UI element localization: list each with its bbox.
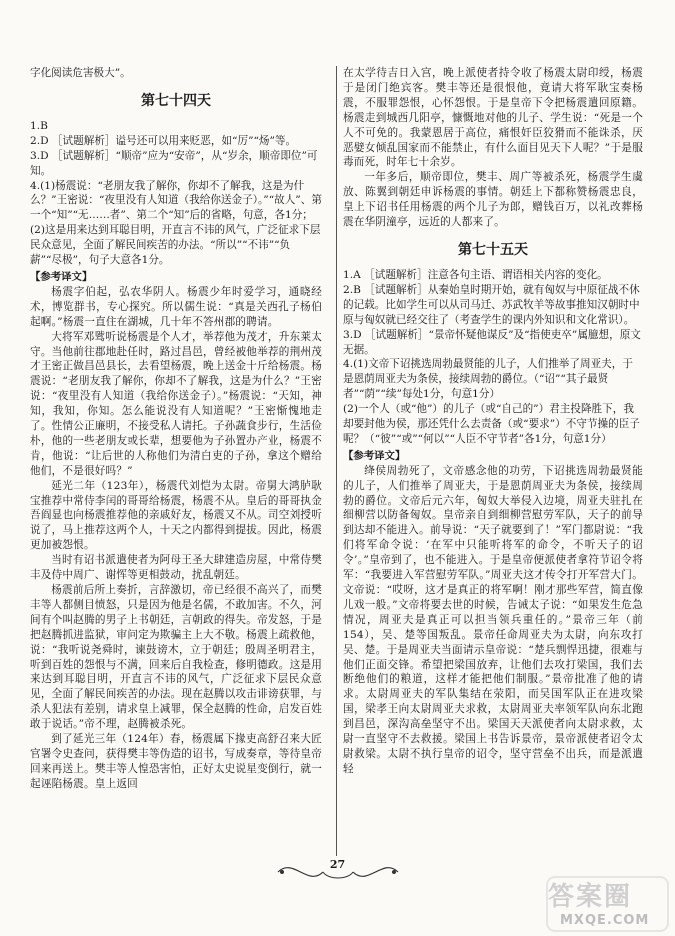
day-74-title: 第七十四天 (141, 92, 211, 109)
answer-item-4-1: 4.(1)文帝下诏挑选周勃最贤能的儿子，人们推举了周亚夫，于是恩荫周亚夫为条侯，接续周勃的爵位。（“诏”“其子最贤者”“荫”“续”每处1分，句意1分） (343, 358, 633, 401)
reference-translation-heading: 【参考译文】 (343, 449, 406, 462)
answer-item-2: 2.B ［试题解析］从秦始皇时期开始，就有匈奴与中原征战不休的记载。比如学生可以从司马迁、苏武牧羊等故事推知汉朝时中原与匈奴就已经交往了（考查学生的课内外知识和文化常识）。 (343, 283, 640, 326)
watermark-text: 答案圈 (548, 882, 633, 912)
continuation-line: 字化阅读危害极大”。 (30, 67, 131, 79)
translation-paragraph: 延光二年（123年），杨震代刘恺为太尉。帝舅大鸿胪耿宝推荐中常侍李闰的哥哥给杨震，杨震不从。皇后的哥哥执金吾阎显也向杨震推荐他的亲戚好友，杨震又不从。司空刘授听说了，马上推荐这两个人，十天之内都得到提拔。因此，杨震更加被怨恨。 (30, 479, 322, 552)
translation-paragraph: 一年多后，顺帝即位，樊丰、周广等被杀死，杨震学生虞放、陈翼到朝廷申诉杨震的事情。朝廷上下都称赞杨震忠良，皇上下诏书任用杨震的两个儿子为郎，赠钱百万，以礼改葬杨震在华阴潼亭，远近的人都来了。 (343, 171, 643, 229)
answer-item-4-2: (2)这是用来达到耳聪目明，开直言不讳的风气，广泛征求下层民众意见，全面了解民间疾苦的办法。“所以”“不讳”“负薪”“尽极”，句子大意各1分。 (30, 224, 321, 267)
answer-item-1: 1.B (30, 119, 48, 132)
watermark-url: MXQE.COM (560, 913, 650, 928)
answer-item-4-2: (2)一个人（或“他”）的儿子（或“自己的”）君主投降胜下，我却要封他为侯，那还凭什么去责备（或“要求”）不守节操的臣子呢？（“彼”“或”“何以”“人臣不守节者”各1分，句意1分） (343, 403, 640, 445)
answer-item-1: 1.A ［试题解析］注意各句主语、谓语相关内容的变化。 (343, 268, 608, 281)
translation-paragraph: 大将军邓骘听说杨震是个人才，举荐他为茂才，升东莱太守。当他前往郡地赴任时，路过昌邑，曾经被他举荐的荆州茂才王密正做昌邑县长，去看望杨震，晚上送金十斤给杨震。杨震说：“老朋友我了解你，你却不了解我，这是为什么？”王密说：“夜里没有人知道（我给你送金子）。”杨震说：“天知，神知，我知，你知。怎么能说没有人知道呢？”王密惭愧地走了。性情公正廉明，不接受私人请托。子孙蔬食步行，生活俭朴，他的一些老朋友或长辈，想要他为子孙置办产业，杨震不肯，他说：“让后世的人称他们为清白吏的子孙，拿这个赠给他们，不是很好吗？” (30, 330, 322, 477)
day-75-title: 第七十五天 (458, 241, 528, 258)
page-number: 27 (329, 858, 346, 871)
translation-paragraph: 当时有诏书派遣使者为阿母王圣大肆建造房屋，中常侍樊丰及侍中周广、谢恽等更相鼓动，扰乱朝廷。 (30, 554, 322, 582)
reference-translation-heading: 【参考译文】 (30, 270, 93, 283)
answer-item-4-1: 4.(1)杨震说：“老朋友我了解你，你却不了解我，这是为什么？”王密说：“夜里没有人知道（我给你送金子）。”“故人”、第一个“知”“无……者”、第二个“知”后的省略，句意，各1分； (30, 179, 322, 222)
answer-item-2: 2.D ［试题解析］谥号还可以用来贬恶，如“厉”“炀”等。 (30, 134, 297, 147)
answer-item-3: 3.D ［试题解析］“顺帝”应为“安帝”，从“岁余，顺帝即位”可知。 (30, 149, 318, 177)
translation-paragraph: 在太学待吉日入宫，晚上派使者持令收了杨震太尉印绶，杨震于是闭门绝宾客。樊丰等还是很恨他，竟请大将军耿宝奏杨震，不服罪怨恨，心怀怨恨。于是皇帝下令把杨震遣回原籍。杨震走到城西几阳亭，慷慨地对他的儿子、学生说：“死是一个人不可免的。我蒙恩居于高位，痛恨奸臣狡猾而不能诛杀，厌恶嬖女倾乱国家而不能禁止，有什么面目见天下人呢？”于是服毒而死，时年七十余岁。 (343, 67, 643, 169)
translation-paragraph: 杨震字伯起，弘农华阴人。杨震少年时爱学习，通晓经术，博览群书，专心探究。所以儒生说：“真是关西孔子杨伯起啊。”杨震一直住在湖城，几十年不答州郡的聘请。 (30, 285, 322, 328)
left-column (30, 66, 322, 792)
column-divider (336, 66, 337, 856)
translation-paragraph: 绛侯周勃死了，文帝感念他的功劳，下诏挑选周勃最贤能的儿子，人们推举了周亚夫，于是恩荫周亚夫为条侯，接续周勃的爵位。文帝后元六年，匈奴大举侵入边境，周亚夫驻扎在细柳营以防备匈奴。皇帝亲自到细柳营慰劳军队，天子的前导到达却不能进入。前导说：“天子就要到了！”军门都尉说：“我们将军命令说：‘在军中只能听将军的命令，不听天子的诏令’。”皇帝到了，也不能进入。于是皇帝便派使者拿符节诏令将军：“我要进入军营慰劳军队。”周亚夫这才传令打开军营大门。文帝说：“哎呀，这才是真正的将军啊！刚才那些军营，简直像儿戏一般。”文帝将要去世的时候，告诫太子说：“如果发生危急情况，周亚夫是真正可以担当领兵重任的。”景帝三年（前154），吴、楚等国叛乱。景帝任命周亚夫为太尉，向东攻打吴、楚。于是周亚夫当面请示皇帝说：“楚兵剽悍迅捷，很难与他们正面交锋。希望把梁国放弃，让他们去攻打梁国，我们去断绝他们的粮道，这样才能把他们制服。”景帝批准了他的请求。太尉周亚夫的军队集结在荥阳，而吴国军队正在进攻梁国，梁孝王向太尉周亚夫求救，太尉周亚夫率领军队向东北跑到昌邑，深沟高垒坚守不出。梁国天天派使者向太尉求救，太尉一直坚守不去救援。梁国上书告诉景帝，景帝派使者诏令太尉救梁。太尉不执行皇帝的诏令，坚守营垒不出兵，而是派遣轻 (343, 464, 643, 775)
translation-paragraph: 到了延光三年（124年）春，杨震属下掾吏高舒召来大匠官署令史查问，获得樊丰等伪造的诏书，写成奏章，等待皇帝回来再送上。樊丰等人惶恐害怕，正好太史说星变倒行，就一起诬陷杨震。皇上返回 (30, 733, 322, 790)
right-column (343, 66, 643, 777)
answer-item-3: 3.D ［试题解析］“景帝怀疑他谋反”及“指使吏卒”属臆想，原文无据。 (343, 328, 641, 356)
translation-paragraph: 杨震前后所上奏折，言辞激切，帝已经很不高兴了，而樊丰等人都侧目愤怒，只是因为他是名儒，不敢加害。不久，河间有个叫赵腾的男子上书朝廷，言朝政的得失。帝发怒，于是把赵腾抓进监狱，审问定为欺骗主上大不敬。杨震上疏救他，说：“我听说尧舜时，谏鼓谤木，立于朝廷；殷周圣明君主，听到百姓的怨恨与不满，回来后自我检查，修明德政。这是用来达到耳聪目明，开直言不讳的风气，广泛征求下层民众意见，全面了解民间疾苦的办法。现在赵腾以攻击诽谤获罪，与杀人犯法有差别，请求皇上减罪，保全赵腾的性命，启发百姓敢于说话。”帝不理，赵腾被杀死。 (30, 584, 322, 731)
